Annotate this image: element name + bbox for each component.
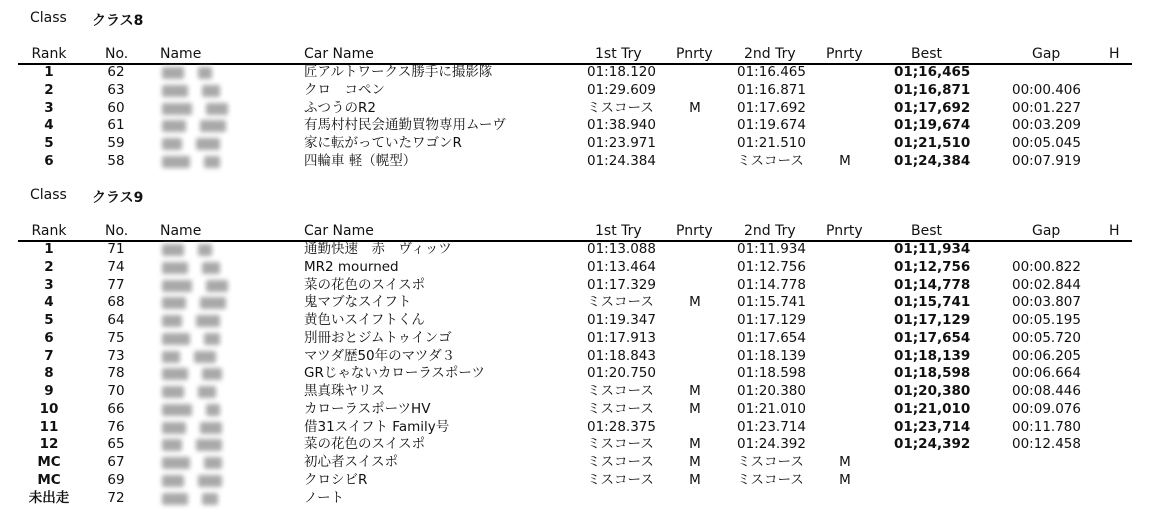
car-name-cell: 四輪車 軽（幌型） [304, 152, 417, 169]
redacted-name [202, 262, 220, 274]
first-try-cell: 01:23.971 [587, 135, 656, 151]
car-number-cell: 78 [107, 365, 125, 382]
second-try-cell: 01:18.598 [737, 365, 806, 382]
car-name-cell: カローラスポーツHV [304, 400, 431, 417]
gap-cell: 00:05.195 [1012, 312, 1081, 328]
car-number-cell: 61 [107, 117, 125, 134]
redacted-name [162, 475, 184, 487]
car-name-cell: ふつうのR2 [304, 99, 376, 116]
redacted-name [194, 351, 216, 363]
car-name-cell: 通勤快速 赤 ヴィッツ [304, 241, 452, 257]
table-row [0, 419, 1152, 437]
first-try-cell: 01:13.088 [587, 241, 656, 257]
redacted-name [206, 103, 228, 115]
penalty-1-cell: M [689, 99, 701, 116]
redacted-name [196, 138, 220, 150]
second-try-cell: 01:17.129 [737, 312, 806, 328]
table-row [0, 330, 1152, 348]
redacted-name [200, 297, 226, 309]
second-try-cell: 01:16.465 [737, 64, 806, 80]
car-name-cell: クロシビR [304, 471, 368, 488]
redacted-name [204, 457, 222, 469]
redacted-name [162, 103, 192, 115]
best-time-cell: 01;24,384 [894, 152, 971, 169]
second-try-cell: 01:21.510 [737, 135, 806, 151]
first-try-cell: ミスコース [587, 436, 654, 453]
rank-cell: 5 [44, 312, 54, 328]
header-car-name: Car Name [304, 46, 374, 62]
redacted-name [162, 368, 188, 380]
class-name: クラス8 [92, 13, 144, 29]
rank-cell: 7 [44, 347, 54, 364]
table-row [0, 64, 1152, 82]
gap-cell: 00:09.076 [1012, 400, 1081, 417]
car-number-cell: 60 [107, 99, 125, 116]
gap-cell: 00:00.822 [1012, 258, 1081, 275]
penalty-1-cell: M [689, 383, 701, 399]
best-time-cell: 01;16,465 [894, 64, 971, 80]
redacted-name [162, 422, 186, 434]
first-try-cell: 01:13.464 [587, 258, 656, 275]
car-name-cell: MR2 mourned [304, 258, 399, 275]
first-try-cell: 01:17.329 [587, 276, 656, 293]
first-try-cell: 01:20.750 [587, 365, 656, 382]
header-name: Name [160, 46, 202, 62]
rank-cell: 10 [39, 400, 59, 417]
redacted-name [162, 351, 180, 363]
redacted-name [202, 493, 218, 505]
header-rank: Rank [31, 223, 67, 239]
first-try-cell: 01:19.347 [587, 312, 656, 328]
gap-cell: 00:07.919 [1012, 152, 1081, 169]
car-number-cell: 73 [107, 347, 125, 364]
table-row [0, 312, 1152, 330]
car-number-cell: 69 [107, 471, 125, 488]
redacted-name [202, 85, 220, 97]
car-name-cell: GRじゃないカローラスポーツ [304, 365, 485, 382]
second-try-cell: 01:18.139 [737, 347, 806, 364]
header-h: H [1109, 46, 1120, 62]
first-try-cell: ミスコース [587, 99, 654, 116]
best-time-cell: 01;17,129 [894, 312, 971, 328]
first-try-cell: 01:38.940 [587, 117, 656, 134]
gap-cell: 00:11.780 [1012, 418, 1081, 435]
car-number-cell: 63 [107, 81, 125, 98]
header-2nd-try: 2nd Try [744, 46, 796, 62]
table-row [0, 277, 1152, 295]
rank-cell: 9 [44, 383, 54, 399]
car-number-cell: 59 [107, 135, 125, 151]
header-no: No. [105, 223, 129, 239]
penalty-1-cell: M [689, 436, 701, 453]
header-name: Name [160, 223, 202, 239]
car-number-cell: 77 [107, 276, 125, 293]
second-try-cell: 01:11.934 [737, 241, 806, 257]
best-time-cell: 01;12,756 [894, 258, 971, 275]
redacted-name [162, 262, 188, 274]
first-try-cell: 01:28.375 [587, 418, 656, 435]
header-penalty-2: Pnrty [826, 46, 863, 62]
redacted-name [198, 244, 212, 256]
redacted-name [162, 280, 192, 292]
second-try-cell: 01:24.392 [737, 436, 806, 453]
rank-cell: MC [37, 454, 61, 470]
second-try-cell: ミスコース [737, 471, 804, 488]
best-time-cell: 01;19,674 [894, 117, 971, 134]
penalty-2-cell: M [839, 152, 851, 169]
redacted-name [162, 315, 182, 327]
rank-cell: 5 [44, 135, 54, 151]
car-name-cell: 初心者スイスポ [304, 454, 399, 470]
first-try-cell: 01:24.384 [587, 152, 656, 169]
header-1st-try: 1st Try [595, 223, 642, 239]
rank-cell: 1 [44, 64, 54, 80]
car-name-cell: 匠アルトワークス勝手に撮影隊 [304, 64, 493, 80]
best-time-cell: 01;11,934 [894, 241, 971, 257]
second-try-cell: 01:15.741 [737, 294, 806, 311]
best-time-cell: 01;17,654 [894, 329, 971, 346]
header-car-name: Car Name [304, 223, 374, 239]
second-try-cell: 01:23.714 [737, 418, 806, 435]
class-name: クラス9 [92, 190, 144, 206]
header-rank: Rank [31, 46, 67, 62]
car-number-cell: 74 [107, 258, 125, 275]
rank-cell: 11 [39, 418, 59, 435]
best-time-cell: 01;18,139 [894, 347, 971, 364]
class-8-header [0, 10, 1152, 32]
table-row [0, 383, 1152, 401]
redacted-name [162, 120, 186, 132]
rank-cell: 6 [44, 152, 54, 169]
penalty-2-cell: M [839, 471, 851, 488]
redacted-name [162, 297, 186, 309]
redacted-name [198, 386, 216, 398]
redacted-name [200, 422, 222, 434]
car-number-cell: 70 [107, 383, 125, 399]
penalty-1-cell: M [689, 471, 701, 488]
table-row [0, 100, 1152, 118]
best-time-cell: 01;17,692 [894, 99, 971, 116]
header-best: Best [911, 223, 943, 239]
car-name-cell: 別冊おとジムトゥインゴ [304, 329, 452, 346]
first-try-cell: ミスコース [587, 400, 654, 417]
table-row [0, 490, 1152, 508]
best-time-cell: 01;24,392 [894, 436, 971, 453]
redacted-name [162, 156, 190, 168]
rank-cell: 12 [39, 436, 59, 453]
rank-cell: 8 [44, 365, 54, 382]
car-number-cell: 67 [107, 454, 125, 470]
second-try-cell: 01:21.010 [737, 400, 806, 417]
car-number-cell: 64 [107, 312, 125, 328]
rank-cell: MC [37, 471, 61, 488]
header-gap: Gap [1032, 46, 1061, 62]
table-row [0, 117, 1152, 135]
best-time-cell: 01;18,598 [894, 365, 971, 382]
header-2nd-try: 2nd Try [744, 223, 796, 239]
rank-cell: 6 [44, 329, 54, 346]
header-best: Best [911, 46, 943, 62]
best-time-cell: 01;21,010 [894, 400, 971, 417]
car-number-cell: 68 [107, 294, 125, 311]
table-row [0, 294, 1152, 312]
gap-cell: 00:01.227 [1012, 99, 1081, 116]
redacted-name [162, 85, 188, 97]
second-try-cell: 01:20.380 [737, 383, 806, 399]
car-number-cell: 62 [107, 64, 125, 80]
table-row [0, 259, 1152, 277]
redacted-name [198, 67, 212, 79]
second-try-cell: ミスコース [737, 152, 804, 169]
best-time-cell: 01;15,741 [894, 294, 971, 311]
table-row [0, 82, 1152, 100]
redacted-name [204, 333, 220, 345]
car-number-cell: 76 [107, 418, 125, 435]
table-row [0, 348, 1152, 366]
gap-cell: 00:12.458 [1012, 436, 1081, 453]
redacted-name [198, 475, 222, 487]
car-name-cell: クロ コペン [304, 81, 385, 98]
gap-cell: 00:02.844 [1012, 276, 1081, 293]
first-try-cell: ミスコース [587, 383, 654, 399]
gap-cell: 00:03.807 [1012, 294, 1081, 311]
car-number-cell: 72 [107, 489, 125, 506]
gap-cell: 00:08.446 [1012, 383, 1081, 399]
gap-cell: 00:00.406 [1012, 81, 1081, 98]
first-try-cell: 01:29.609 [587, 81, 656, 98]
car-name-cell: 鬼マブなスイフト [304, 294, 412, 311]
second-try-cell: ミスコース [737, 454, 804, 470]
class-9-table-header [0, 221, 1152, 241]
class-label: Class [30, 187, 67, 203]
best-time-cell: 01;23,714 [894, 418, 971, 435]
gap-cell: 00:06.664 [1012, 365, 1081, 382]
redacted-name [162, 439, 182, 451]
table-row [0, 365, 1152, 383]
redacted-name [162, 244, 184, 256]
car-number-cell: 71 [107, 241, 125, 257]
second-try-cell: 01:19.674 [737, 117, 806, 134]
redacted-name [162, 493, 188, 505]
penalty-2-cell: M [839, 454, 851, 470]
car-number-cell: 58 [107, 152, 125, 169]
best-time-cell: 01;14,778 [894, 276, 971, 293]
first-try-cell: 01:17.913 [587, 329, 656, 346]
gap-cell: 00:03.209 [1012, 117, 1081, 134]
redacted-name [162, 333, 190, 345]
header-h: H [1109, 223, 1120, 239]
second-try-cell: 01:16.871 [737, 81, 806, 98]
car-name-cell: マツダ歴50年のマツダ３ [304, 347, 456, 364]
header-penalty-1: Pnrty [676, 46, 713, 62]
header-penalty-1: Pnrty [676, 223, 713, 239]
best-time-cell: 01;21,510 [894, 135, 971, 151]
first-try-cell: ミスコース [587, 294, 654, 311]
rank-cell: 未出走 [28, 489, 70, 506]
car-name-cell: 有馬村村民会通勤買物専用ムーヴ [304, 117, 506, 134]
table-row [0, 454, 1152, 472]
second-try-cell: 01:14.778 [737, 276, 806, 293]
first-try-cell: 01:18.843 [587, 347, 656, 364]
car-name-cell: 菜の花色のスイスポ [304, 436, 426, 453]
rank-cell: 2 [44, 81, 54, 98]
car-name-cell: 黄色いスイフトくん [304, 312, 425, 328]
penalty-1-cell: M [689, 454, 701, 470]
class-9-header [0, 187, 1152, 209]
best-time-cell: 01;16,871 [894, 81, 971, 98]
header-1st-try: 1st Try [595, 46, 642, 62]
gap-cell: 00:05.045 [1012, 135, 1081, 151]
table-row [0, 472, 1152, 490]
redacted-name [162, 386, 184, 398]
table-row [0, 436, 1152, 454]
rank-cell: 4 [44, 117, 54, 134]
redacted-name [162, 404, 192, 416]
first-try-cell: ミスコース [587, 454, 654, 470]
header-no: No. [105, 46, 129, 62]
redacted-name [162, 457, 190, 469]
redacted-name [206, 280, 228, 292]
header-gap: Gap [1032, 223, 1061, 239]
penalty-1-cell: M [689, 400, 701, 417]
car-name-cell: ノート [304, 489, 345, 506]
car-name-cell: 家に転がっていたワゴンR [304, 135, 462, 151]
rank-cell: 3 [44, 99, 54, 116]
gap-cell: 00:05.720 [1012, 329, 1081, 346]
penalty-1-cell: M [689, 294, 701, 311]
redacted-name [204, 156, 220, 168]
car-name-cell: 黒真珠ヤリス [304, 383, 385, 399]
rank-cell: 4 [44, 294, 54, 311]
table-row [0, 153, 1152, 171]
first-try-cell: ミスコース [587, 471, 654, 488]
car-name-cell: 菜の花色のスイスポ [304, 276, 426, 293]
rank-cell: 3 [44, 276, 54, 293]
car-name-cell: 借31スイフト Family号 [304, 418, 450, 435]
car-number-cell: 65 [107, 436, 125, 453]
car-number-cell: 66 [107, 400, 125, 417]
second-try-cell: 01:12.756 [737, 258, 806, 275]
table-row [0, 135, 1152, 153]
class-label: Class [30, 10, 67, 26]
best-time-cell: 01;20,380 [894, 383, 971, 399]
header-penalty-2: Pnrty [826, 223, 863, 239]
redacted-name [206, 404, 220, 416]
table-row [0, 401, 1152, 419]
first-try-cell: 01:18.120 [587, 64, 656, 80]
redacted-name [196, 439, 222, 451]
redacted-name [200, 120, 226, 132]
second-try-cell: 01:17.692 [737, 99, 806, 116]
rank-cell: 1 [44, 241, 54, 257]
rank-cell: 2 [44, 258, 54, 275]
second-try-cell: 01:17.654 [737, 329, 806, 346]
class-8-table-header [0, 44, 1152, 64]
gap-cell: 00:06.205 [1012, 347, 1081, 364]
table-row [0, 241, 1152, 259]
redacted-name [202, 368, 222, 380]
car-number-cell: 75 [107, 329, 125, 346]
redacted-name [162, 138, 182, 150]
redacted-name [196, 315, 220, 327]
redacted-name [162, 67, 184, 79]
